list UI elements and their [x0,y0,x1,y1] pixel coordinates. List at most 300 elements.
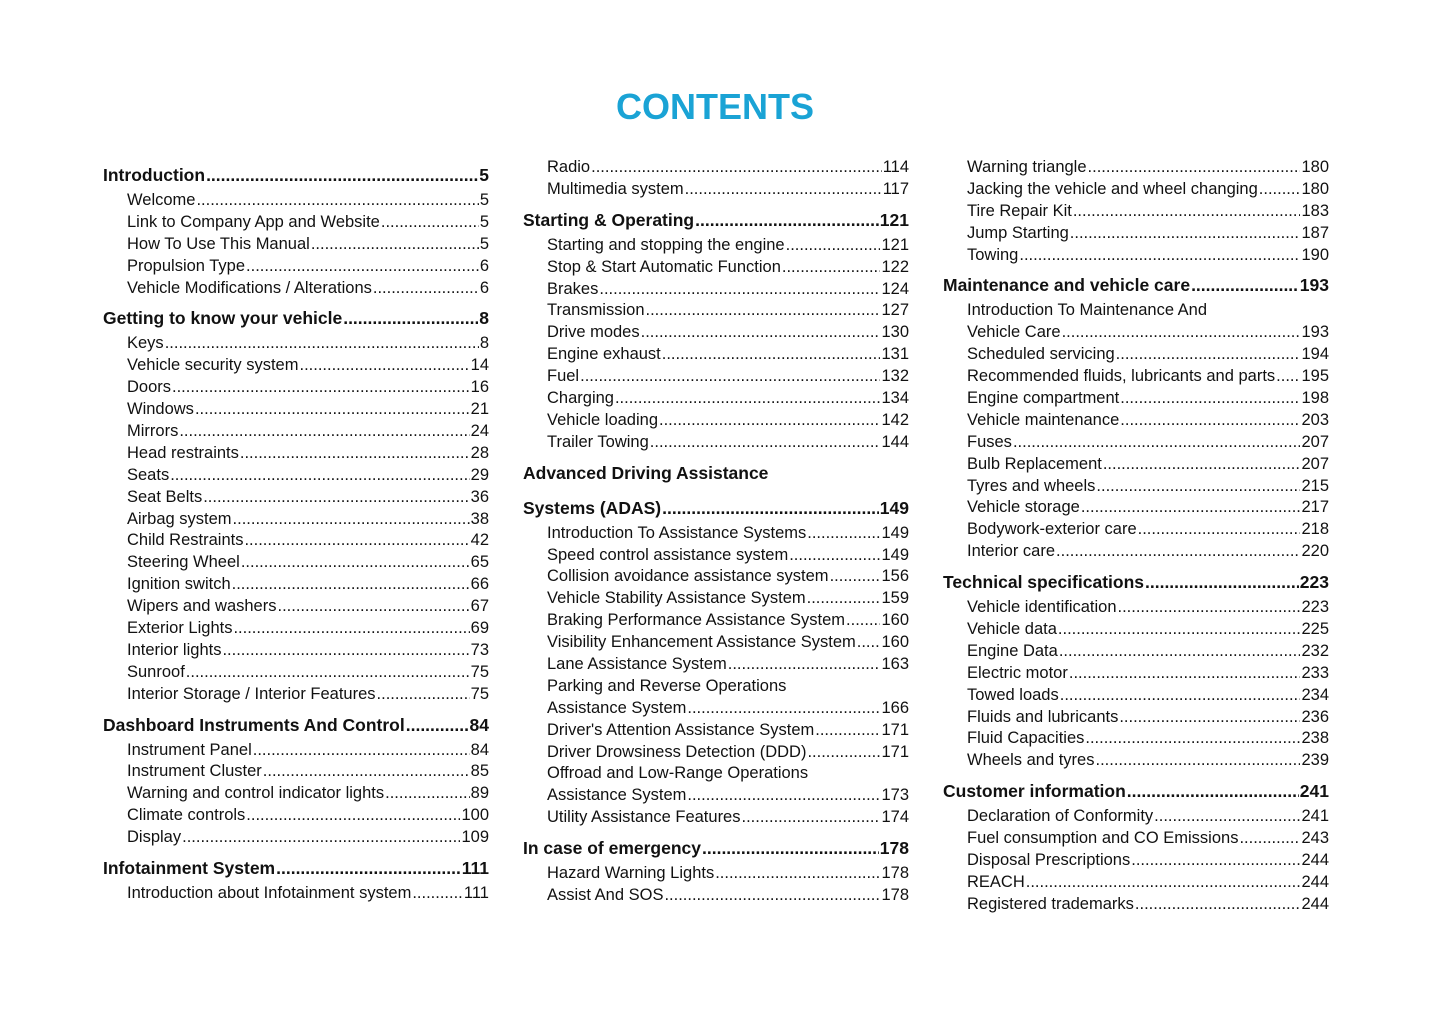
dot-leader [650,432,881,454]
entry-title: Welcome [127,191,196,209]
entry-title: Collision avoidance assistance system [547,567,829,586]
toc-entry[interactable] [943,454,1329,476]
dot-leader [1058,619,1301,641]
toc-entry[interactable] [103,530,489,552]
dot-leader [233,509,470,531]
toc-entry[interactable] [943,828,1329,850]
toc-entry[interactable] [943,850,1329,872]
section-title: Dashboard Instruments And Control [103,714,405,735]
section-items [943,157,1329,266]
page-number: 28 [470,443,489,462]
toc-entry[interactable] [523,610,909,632]
dot-leader [646,300,881,322]
dot-leader [830,566,881,588]
toc-entry[interactable] [943,476,1329,498]
dot-leader [599,279,880,301]
toc-entry[interactable] [103,883,489,905]
toc-entry[interactable] [523,566,909,588]
page-number: 124 [881,279,909,298]
toc-entry[interactable] [943,179,1329,201]
entry-title: Stop & Start Automatic Function [547,257,781,276]
entry-title: Engine exhaust [547,345,661,364]
dot-leader [857,632,881,654]
section-heading[interactable] [943,780,1329,802]
page-number: 194 [1301,345,1329,364]
toc-entry[interactable] [103,234,489,256]
page-number: 244 [1301,894,1329,913]
toc-entry[interactable] [523,300,909,322]
page-number: 114 [882,158,909,176]
page-number: 195 [1301,367,1329,386]
entry-title: Fuel consumption and CO Emissions [967,829,1239,848]
entry-title: Transmission [547,301,645,320]
dot-leader [1062,322,1301,344]
toc-entry[interactable] [943,750,1329,772]
section-heading[interactable] [523,209,909,231]
entry-title: How To Use This Manual [127,234,310,253]
entry-title: Brakes [547,279,599,298]
entry-title: Seats [127,465,170,484]
section-items [523,523,909,676]
page-number: 84 [470,740,489,759]
entry-title: REACH [967,872,1025,891]
toc-entry[interactable] [523,588,909,610]
entry-title: Wheels and tyres [967,751,1095,770]
dot-leader [782,257,881,279]
section-heading[interactable] [943,571,1329,593]
page-number: 238 [1301,729,1329,748]
section-items [943,344,1329,563]
dot-leader [1085,728,1300,750]
page-number: 220 [1301,542,1329,561]
dot-leader [1127,780,1299,802]
toc-entry[interactable] [103,552,489,574]
toc-entry[interactable] [103,278,489,300]
page-number: 215 [1301,476,1329,495]
entry-title: Warning triangle [967,158,1087,176]
section-items [103,190,489,299]
toc-entry[interactable] [943,410,1329,432]
dot-leader [179,421,469,443]
dot-leader [1145,571,1299,593]
dot-leader [1073,201,1301,223]
page-number: 65 [470,553,489,572]
entry-title: Introduction about Infotainment system [127,884,412,903]
page-number: 234 [1301,685,1329,704]
toc-entry[interactable] [943,806,1329,828]
page-number: 6 [479,256,489,275]
toc-entry-line[interactable]: Parking and Reverse Operations [547,676,787,695]
toc-entry[interactable] [523,388,909,410]
page-number: 5 [479,191,489,209]
page-number: 36 [470,487,489,506]
toc-entry[interactable] [523,698,909,720]
page-number: 121 [881,235,909,254]
dot-leader [615,388,881,410]
dot-leader [276,857,461,879]
dot-leader [807,588,881,610]
toc-entry[interactable] [943,663,1329,685]
toc-entry[interactable] [943,597,1329,619]
toc-entry[interactable] [943,685,1329,707]
toc-entry[interactable] [103,355,489,377]
entry-title: Introduction To Assistance Systems [547,523,807,542]
entry-title: Vehicle data [967,620,1057,639]
toc-entry[interactable] [523,863,909,885]
toc-entry[interactable] [103,377,489,399]
section-heading[interactable] [523,837,909,859]
toc-entry[interactable] [103,443,489,465]
toc-entry[interactable] [103,684,489,706]
entry-title: Assistance System [547,698,687,717]
dot-leader [687,785,880,807]
toc-entry[interactable] [103,333,489,355]
toc-entry[interactable] [943,366,1329,388]
dot-leader [685,179,882,201]
toc-entry[interactable] [943,707,1329,729]
page-number: 243 [1301,829,1329,848]
entry-title: Declaration of Conformity [967,807,1154,826]
dot-leader [846,610,880,632]
entry-title: Jacking the vehicle and wheel changing [967,179,1258,198]
dot-leader [1081,497,1301,519]
dot-leader [1069,663,1301,685]
entry-title: Driver's Attention Assistance System [547,720,815,739]
toc-entry[interactable] [103,190,489,212]
dot-leader [373,278,479,300]
dot-leader [662,344,881,366]
dot-leader [240,443,470,465]
entry-title: Tyres and wheels [967,476,1096,495]
dot-leader [1120,388,1300,410]
dot-leader [186,662,470,684]
toc-entry[interactable] [103,783,489,805]
page-number: 225 [1301,620,1329,639]
page-number: 163 [881,655,909,674]
toc-entry[interactable] [103,487,489,509]
page-number: 171 [881,720,909,739]
page-number: 109 [461,828,489,847]
entry-title: Registered trademarks [967,894,1134,913]
entry-title: Interior Storage / Interior Features [127,684,376,703]
entry-title: Child Restraints [127,531,244,550]
toc-entry[interactable] [523,807,909,829]
entry-title: Keys [127,334,164,353]
dot-leader [1059,641,1301,663]
page-number: 207 [1301,432,1329,451]
page-number: 233 [1301,663,1329,682]
section-items [103,333,489,705]
dot-leader [377,684,470,706]
entry-title: Vehicle security system [127,356,299,375]
dot-leader [1103,454,1301,476]
toc-entry[interactable] [523,432,909,454]
page-number: 67 [470,597,489,616]
toc-entry[interactable] [523,885,909,907]
page-number: 187 [1301,223,1329,242]
page-number: 24 [470,422,489,441]
entry-title: Vehicle storage [967,498,1080,517]
entry-title: Sunroof [127,662,185,681]
page-number: 236 [1301,707,1329,726]
dot-leader [1026,872,1301,894]
toc-entry[interactable] [523,632,909,654]
section-title: Systems (ADAS) [523,497,662,518]
page-number: 38 [470,509,489,528]
toc-entry[interactable] [943,541,1329,563]
toc-entry-line[interactable]: Offroad and Low-Range Operations [547,764,809,783]
dot-leader [277,596,469,618]
toc-entry[interactable] [943,432,1329,454]
dot-leader [206,164,478,186]
entry-title: Disposal Prescriptions [967,851,1131,870]
dot-leader [702,837,879,859]
dot-leader [807,742,880,764]
dot-leader [232,574,470,596]
toc-entry[interactable] [103,256,489,278]
entry-title: Vehicle loading [547,410,659,429]
entry-title: Trailer Towing [547,432,649,451]
entry-title: Display [127,828,182,847]
dot-leader [385,783,470,805]
dot-leader [1120,410,1300,432]
section-title: Getting to know your vehicle [103,308,343,329]
toc-column-1 [103,157,489,905]
page-number: 5 [479,165,489,185]
page-number: 171 [881,742,909,761]
toc-entry-line[interactable]: Introduction To Maintenance And [967,301,1208,320]
toc-entry[interactable] [523,545,909,567]
toc-entry[interactable] [943,894,1329,916]
dot-leader [786,235,881,257]
dot-leader [728,654,881,676]
section-items [103,883,489,905]
entry-title: Towing [967,245,1019,264]
entry-title: Engine Data [967,641,1058,660]
section-heading[interactable] [103,164,489,186]
toc-entry[interactable] [943,322,1329,344]
toc-entry[interactable] [523,742,909,764]
entry-title: Steering Wheel [127,553,240,572]
entry-title: Engine compartment [967,389,1120,408]
dot-leader [299,355,469,377]
toc-entry[interactable] [523,523,909,545]
entry-title: Interior care [967,542,1056,561]
toc-entry[interactable] [943,201,1329,223]
toc-entry[interactable] [943,157,1329,179]
page-number: 180 [1301,158,1329,176]
toc-entry[interactable] [523,322,909,344]
toc-entry[interactable] [943,519,1329,541]
dot-leader [1019,245,1300,267]
entry-title: Fluids and lubricants [967,707,1119,726]
entry-title: Instrument Panel [127,740,252,759]
dot-leader [1013,432,1301,454]
entry-title: Link to Company App and Website [127,212,380,231]
toc-entry[interactable] [943,872,1329,894]
toc-entry[interactable] [103,212,489,234]
dot-leader [580,366,880,388]
dot-leader [233,618,469,640]
entry-title: Driver Drowsiness Detection (DDD) [547,742,807,761]
toc-entry[interactable] [943,245,1329,267]
toc-entry[interactable] [943,223,1329,245]
dot-leader [1138,519,1301,541]
page-number: 203 [1301,410,1329,429]
toc-entry[interactable] [103,640,489,662]
toc-entry[interactable] [523,720,909,742]
toc-entry[interactable] [103,421,489,443]
section-heading[interactable] [103,857,489,879]
entry-title: Propulsion Type [127,256,246,275]
page-number: 232 [1301,641,1329,660]
entry-title: Climate controls [127,806,246,825]
toc-entry[interactable] [523,257,909,279]
section-heading[interactable] [523,497,909,519]
toc-entry[interactable] [943,497,1329,519]
dot-leader [246,256,479,278]
toc-entry[interactable] [103,805,489,827]
entry-title: Starting and stopping the engine [547,235,785,254]
page-number: 173 [881,786,909,805]
entry-title: Vehicle maintenance [967,410,1120,429]
toc-entry[interactable] [943,344,1329,366]
dot-leader [406,714,469,736]
section-heading[interactable] [103,714,489,736]
page-number: 144 [881,432,909,451]
page-number: 6 [479,278,489,297]
entry-title: Wipers and washers [127,597,277,616]
entry-title: Hazard Warning Lights [547,864,715,883]
toc-entry[interactable] [943,728,1329,750]
dot-leader [1116,344,1301,366]
toc-entry[interactable] [103,618,489,640]
section-title: Customer information [943,781,1126,802]
page-number: 244 [1301,851,1329,870]
section-heading[interactable] [943,274,1329,296]
dot-leader [687,698,880,720]
entry-title: Doors [127,378,172,397]
toc-entry[interactable] [523,410,909,432]
toc-entry[interactable] [943,388,1329,410]
page-number: 190 [1301,245,1329,264]
page-title: CONTENTS [616,86,814,127]
toc-entry[interactable] [523,785,909,807]
page-number: 5 [479,212,489,231]
page-number: 193 [1301,323,1329,342]
section-title: Maintenance and vehicle care [943,275,1191,296]
dot-leader [591,157,882,179]
section-items [523,157,909,201]
entry-title: Warning and control indicator lights [127,784,385,803]
dot-leader [182,827,460,849]
dot-leader [1096,476,1300,498]
entry-title: Vehicle identification [967,598,1117,617]
toc-entry[interactable] [523,654,909,676]
entry-title: Bodywork-exterior care [967,520,1137,539]
section-title: Introduction [103,165,206,185]
entry-title: Vehicle Stability Assistance System [547,589,806,608]
page-number: 111 [463,884,489,903]
page-number: 160 [881,633,909,652]
dot-leader [641,322,881,344]
page-number: 66 [470,575,489,594]
page-number: 75 [470,662,489,681]
page-number: 160 [881,611,909,630]
toc-entry[interactable] [103,596,489,618]
page-number: 198 [1301,389,1329,408]
entry-title: Towed loads [967,685,1059,704]
dot-leader [1154,806,1300,828]
section-title-line[interactable]: Advanced Driving Assistance [523,462,769,483]
page-number: 178 [879,838,909,859]
dot-leader [381,212,479,234]
toc-entry[interactable] [103,827,489,849]
entry-title: Ignition switch [127,575,231,594]
toc-entry[interactable] [523,235,909,257]
toc-entry[interactable] [943,641,1329,663]
entry-title: Head restraints [127,443,239,462]
page-number: 183 [1301,201,1329,220]
dot-leader [1095,750,1300,772]
entry-title: Drive modes [547,323,640,342]
dot-leader [715,863,880,885]
dot-leader [695,209,879,231]
toc-entry[interactable] [523,157,909,179]
page-number: 180 [1301,179,1329,198]
entry-title: Scheduled servicing [967,345,1115,364]
toc-entry[interactable] [523,179,909,201]
toc-entry[interactable] [523,344,909,366]
dot-leader [815,720,880,742]
dot-leader [1056,541,1300,563]
page-number: 178 [881,886,909,905]
section-items [943,806,1329,915]
page-number: 166 [881,698,909,717]
dot-leader [343,307,478,329]
page-number: 239 [1301,751,1329,770]
section-items [943,597,1329,772]
toc-entry[interactable] [103,465,489,487]
dot-leader [196,190,478,212]
toc-entry[interactable] [523,279,909,301]
section-heading[interactable] [103,307,489,329]
toc-entry[interactable] [523,366,909,388]
toc-entry[interactable] [103,662,489,684]
toc-entry[interactable] [103,574,489,596]
page-number: 127 [881,301,909,320]
section-items [103,740,489,849]
dot-leader [1259,179,1301,201]
entry-title: Fuses [967,432,1012,451]
entry-title: Multimedia system [547,179,684,198]
dot-leader [203,487,469,509]
dot-leader [244,530,469,552]
toc-entry[interactable] [943,619,1329,641]
page-number: 156 [881,567,909,586]
page-number: 223 [1299,572,1329,593]
toc-entry[interactable] [103,399,489,421]
section-title: Technical specifications [943,572,1144,593]
dot-leader [742,807,881,829]
toc-entry[interactable] [103,509,489,531]
page-number: 134 [881,389,909,408]
page-number: 85 [470,762,489,781]
toc-entry[interactable] [103,761,489,783]
page-number: 75 [470,684,489,703]
toc-column-3 [943,157,1329,916]
toc-entry[interactable] [103,740,489,762]
